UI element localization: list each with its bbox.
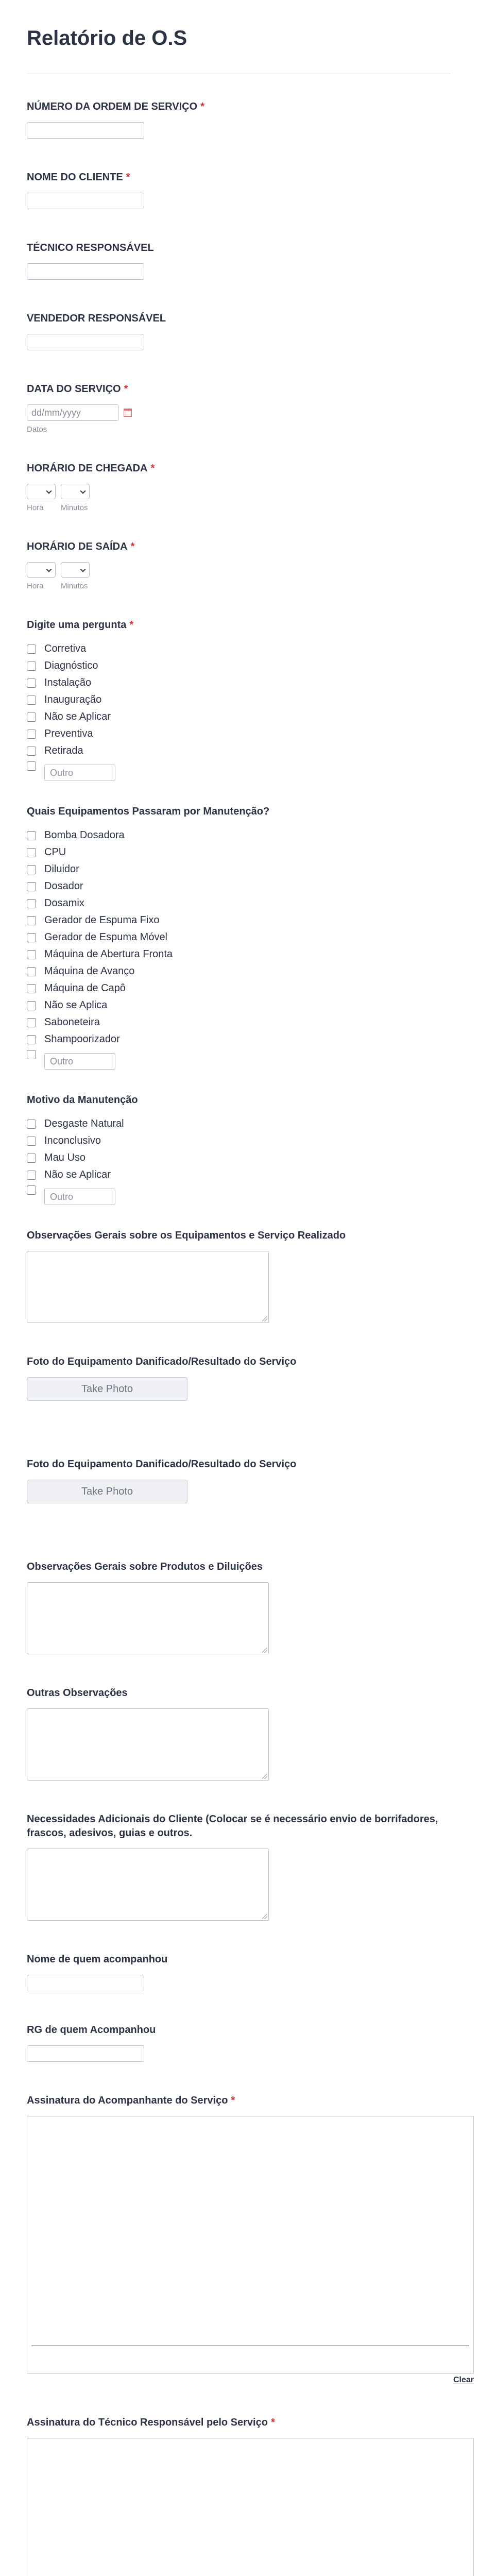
- resize-handle-icon[interactable]: [262, 1316, 267, 1321]
- required-mark: *: [130, 541, 135, 552]
- checkbox-option[interactable]: [27, 742, 450, 759]
- minutes-sublabel: Minutos: [61, 582, 88, 590]
- option-label: Mau Uso: [44, 1152, 86, 1163]
- required-mark: *: [270, 2417, 275, 2428]
- checkbox[interactable]: [27, 713, 36, 722]
- checkbox[interactable]: [27, 1137, 36, 1146]
- required-mark: *: [124, 383, 128, 395]
- signature-pad[interactable]: [27, 2438, 474, 2576]
- photo2-label: Foto do Equipamento Danificado/Resultado do Serviço: [27, 1459, 297, 1470]
- date-sublabel: Datos: [27, 425, 47, 434]
- checkbox-option[interactable]: [27, 844, 450, 861]
- option-label: Shampoorizador: [44, 1033, 120, 1045]
- checkbox-option[interactable]: [27, 980, 450, 997]
- checkbox-option[interactable]: [27, 878, 450, 895]
- chevron-down-icon: [80, 566, 85, 572]
- signature-pad[interactable]: [27, 2116, 474, 2374]
- resize-handle-icon[interactable]: [262, 1774, 267, 1779]
- checkbox[interactable]: [27, 662, 36, 671]
- obs-products-textarea[interactable]: [27, 1582, 269, 1654]
- checkbox[interactable]: [27, 1154, 36, 1163]
- os-number-label: NÚMERO DA ORDEM DE SERVIÇO: [27, 101, 198, 112]
- photo1-label: Foto do Equipamento Danificado/Resultado do Serviço: [27, 1356, 297, 1367]
- checkbox[interactable]: [27, 882, 36, 891]
- option-label: Instalação: [44, 677, 92, 688]
- arrival-time-field: [27, 462, 450, 512]
- arrival-time-label: HORÁRIO DE CHEGADA: [27, 463, 148, 474]
- checkbox[interactable]: [27, 747, 36, 756]
- option-label: Gerador de Espuma Móvel: [44, 931, 168, 943]
- required-mark: *: [200, 101, 204, 112]
- companion-rg-input[interactable]: [27, 2045, 144, 2062]
- checkbox-option[interactable]: [27, 827, 450, 844]
- other-option: [27, 759, 450, 781]
- option-label: Máquina de Avanço: [44, 965, 135, 977]
- checkbox[interactable]: [27, 761, 36, 771]
- minutes-sublabel: Minutos: [61, 503, 88, 512]
- checkbox-option[interactable]: [27, 1014, 450, 1031]
- other-option: [27, 1183, 450, 1205]
- resize-handle-icon[interactable]: [262, 1648, 267, 1653]
- checkbox[interactable]: [27, 1050, 36, 1059]
- option-label: Diagnóstico: [44, 660, 98, 671]
- required-mark: *: [150, 463, 155, 474]
- other-input[interactable]: Outro: [44, 765, 115, 781]
- other-obs-field: [27, 1686, 450, 1781]
- equipment-options: [27, 827, 450, 1070]
- technician-input[interactable]: [27, 263, 144, 280]
- option-label: Inauguração: [44, 694, 102, 705]
- arrival-minute-select[interactable]: [61, 484, 90, 499]
- option-label: Preventiva: [44, 728, 93, 739]
- checkbox-option[interactable]: [27, 691, 450, 708]
- checkbox-option[interactable]: [27, 708, 450, 725]
- seller-field: [27, 312, 450, 350]
- reason-field: [27, 1093, 450, 1205]
- equipment-field: [27, 805, 450, 1070]
- companion-name-label: Nome de quem acompanhou: [27, 1954, 168, 1965]
- option-label: Saboneteira: [44, 1016, 100, 1028]
- option-label: Desgaste Natural: [44, 1118, 124, 1129]
- companion-name-input[interactable]: [27, 1975, 144, 1991]
- take-photo-button[interactable]: Take Photo: [27, 1480, 187, 1503]
- checkbox[interactable]: [27, 1120, 36, 1129]
- hour-sublabel: Hora: [27, 503, 44, 512]
- client-needs-textarea[interactable]: [27, 1849, 269, 1921]
- reason-label: Motivo da Manutenção: [27, 1094, 138, 1106]
- checkbox-option[interactable]: [27, 725, 450, 742]
- option-label: Máquina de Capô: [44, 982, 126, 994]
- checkbox-option[interactable]: [27, 1132, 450, 1149]
- checkbox-option[interactable]: [27, 946, 450, 963]
- checkbox[interactable]: [27, 933, 36, 942]
- checkbox[interactable]: [27, 1171, 36, 1180]
- service-date-input[interactable]: dd/mm/yyyy: [27, 404, 118, 421]
- companion-rg-field: [27, 2023, 450, 2062]
- photo2-field: [27, 1458, 450, 1503]
- take-photo-button[interactable]: Take Photo: [27, 1377, 187, 1401]
- sig-companion-field: [27, 2094, 474, 2385]
- departure-time-field: [27, 540, 450, 590]
- checkbox-option[interactable]: [27, 895, 450, 912]
- other-obs-label: Outras Observações: [27, 1687, 128, 1699]
- photo1-field: [27, 1355, 450, 1401]
- departure-minute-select[interactable]: [61, 562, 90, 578]
- sig-companion-label: Assinatura do Acompanhante do Serviço: [27, 2095, 228, 2106]
- checkbox[interactable]: [27, 1018, 36, 1027]
- checkbox[interactable]: [27, 730, 36, 739]
- option-label: Não se Aplica: [44, 999, 108, 1011]
- obs-equipment-label: Observações Gerais sobre os Equipamentos e Serviço Realizado: [27, 1230, 346, 1241]
- client-name-field: [27, 171, 450, 209]
- checkbox[interactable]: [27, 1185, 36, 1195]
- client-needs-field: [27, 1812, 450, 1921]
- checkbox-option[interactable]: [27, 640, 450, 657]
- other-input[interactable]: Outro: [44, 1053, 115, 1070]
- option-label: Gerador de Espuma Fixo: [44, 914, 160, 926]
- departure-time-label: HORÁRIO DE SAÍDA: [27, 541, 128, 552]
- seller-label: VENDEDOR RESPONSÁVEL: [27, 313, 166, 324]
- checkbox-option[interactable]: [27, 997, 450, 1014]
- checkbox[interactable]: [27, 831, 36, 840]
- form-title: Relatório de O.S: [27, 27, 187, 49]
- seller-input[interactable]: [27, 334, 144, 350]
- checkbox[interactable]: [27, 967, 36, 976]
- checkbox-option[interactable]: [27, 1115, 450, 1132]
- sig-technician-label: Assinatura do Técnico Responsável pelo Serviço: [27, 2417, 268, 2428]
- question-label: Digite uma pergunta: [27, 619, 127, 631]
- required-mark: *: [129, 619, 134, 631]
- option-label: Não se Aplicar: [44, 711, 111, 722]
- checkbox-option[interactable]: [27, 963, 450, 980]
- required-mark: *: [126, 172, 130, 183]
- required-mark: *: [231, 2095, 235, 2106]
- other-input[interactable]: Outro: [44, 1189, 115, 1205]
- option-label: CPU: [44, 846, 66, 858]
- chevron-down-icon: [46, 488, 52, 494]
- option-label: Inconclusivo: [44, 1135, 101, 1146]
- obs-products-label: Observações Gerais sobre Produtos e Diluições: [27, 1561, 263, 1572]
- obs-products-field: [27, 1560, 450, 1654]
- checkbox-option[interactable]: [27, 674, 450, 691]
- chevron-down-icon: [46, 566, 52, 572]
- option-label: Diluidor: [44, 863, 79, 875]
- other-obs-textarea[interactable]: [27, 1708, 269, 1781]
- client-name-input[interactable]: [27, 193, 144, 209]
- sig-technician-field: [27, 2416, 450, 2576]
- checkbox[interactable]: [27, 1035, 36, 1044]
- question-field: [27, 618, 450, 781]
- checkbox-option[interactable]: [27, 1149, 450, 1166]
- option-label: Não se Aplicar: [44, 1169, 111, 1180]
- checkbox-option[interactable]: [27, 1031, 450, 1048]
- resize-handle-icon[interactable]: [262, 1914, 267, 1919]
- checkbox-option[interactable]: [27, 861, 450, 878]
- os-number-input[interactable]: [27, 122, 144, 139]
- client-needs-label: Necessidades Adicionais do Cliente (Colocar se é necessário envio de borrifadores, frascos, adesivos, guias e outros.: [27, 1814, 438, 1839]
- checkbox-option[interactable]: [27, 1166, 450, 1183]
- checkbox-option[interactable]: [27, 657, 450, 674]
- checkbox-option[interactable]: [27, 929, 450, 946]
- checkbox[interactable]: [27, 950, 36, 959]
- checkbox[interactable]: [27, 696, 36, 705]
- calendar-icon[interactable]: [124, 409, 132, 417]
- departure-hour-select[interactable]: [27, 562, 56, 578]
- checkbox[interactable]: [27, 679, 36, 688]
- service-date-field: [27, 382, 450, 434]
- companion-rg-label: RG de quem Acompanhou: [27, 2024, 156, 2036]
- checkbox[interactable]: [27, 899, 36, 908]
- hour-sublabel: Hora: [27, 582, 44, 590]
- checkbox[interactable]: [27, 865, 36, 874]
- option-label: Bomba Dosadora: [44, 829, 125, 841]
- companion-name-field: [27, 1953, 450, 1991]
- checkbox[interactable]: [27, 984, 36, 993]
- technician-field: [27, 241, 450, 280]
- chevron-down-icon: [80, 488, 85, 494]
- service-date-label: DATA DO SERVIÇO: [27, 383, 121, 395]
- checkbox[interactable]: [27, 645, 36, 654]
- client-name-label: NOME DO CLIENTE: [27, 172, 123, 183]
- equipment-label: Quais Equipamentos Passaram por Manutenção?: [27, 806, 270, 817]
- option-label: Dosador: [44, 880, 83, 892]
- signature-line: [31, 2345, 469, 2346]
- obs-equipment-textarea[interactable]: [27, 1251, 269, 1323]
- technician-label: TÉCNICO RESPONSÁVEL: [27, 242, 154, 253]
- option-label: Retirada: [44, 745, 83, 756]
- checkbox[interactable]: [27, 916, 36, 925]
- question-options: [27, 640, 450, 781]
- option-label: Corretiva: [44, 643, 87, 654]
- os-number-field: [27, 100, 450, 139]
- checkbox-option[interactable]: [27, 912, 450, 929]
- obs-equipment-field: [27, 1229, 450, 1323]
- checkbox[interactable]: [27, 848, 36, 857]
- option-label: Máquina de Abertura Fronta: [44, 948, 173, 960]
- reason-options: [27, 1115, 450, 1205]
- option-label: Dosamix: [44, 897, 84, 909]
- arrival-hour-select[interactable]: [27, 484, 56, 499]
- other-option: [27, 1048, 450, 1070]
- checkbox[interactable]: [27, 1001, 36, 1010]
- clear-signature-link[interactable]: Clear: [453, 2376, 474, 2384]
